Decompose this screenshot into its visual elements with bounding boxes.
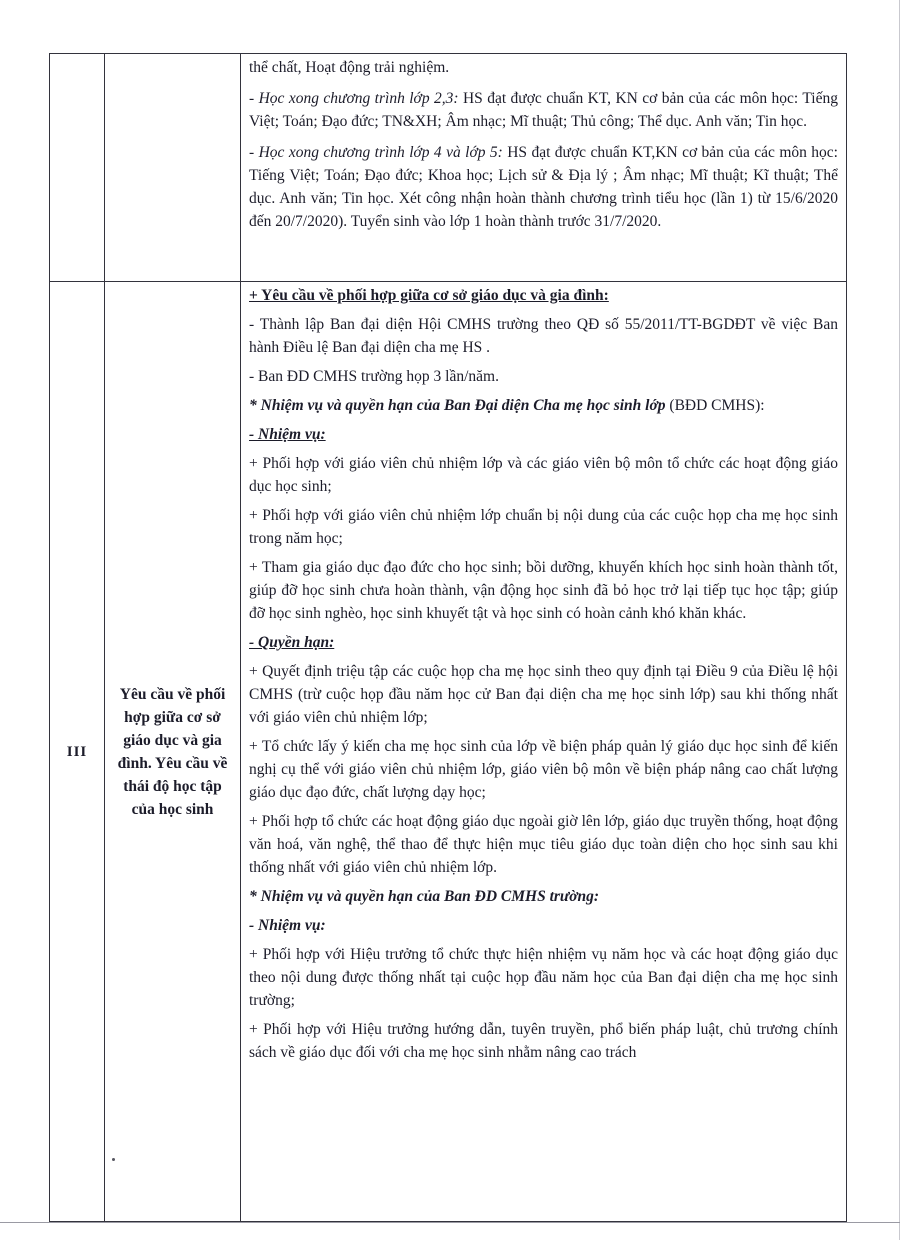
label: - Nhiệm vụ: — [249, 426, 326, 443]
scan-speck — [112, 1158, 115, 1161]
scan-bottom-rule — [0, 1222, 900, 1223]
body-cell — [241, 54, 847, 282]
list-item: + Tham gia giáo dục đạo đức cho học sinh; bồi dưỡng, khuyến khích học sinh hoàn thành tốt, giúp đỡ học sinh chưa hoàn thành, vận động học sinh đã bỏ học trở lại tiếp tục học tập; giúp đỡ học sinh nghèo, học sinh khuyết tật và học sinh có hoàn cảnh khó khăn khác. — [249, 559, 838, 622]
list-item: + Tổ chức lấy ý kiến cha mẹ học sinh của lớp về biện pháp quản lý giáo dục học sinh để kiến nghị cụ thể với giáo viên chủ nhiệm lớp, giáo viên bộ môn về biện pháp nâng cao chất lượng giáo dục đạo đức, chất lượng dạy học; — [249, 738, 838, 801]
title-cell — [105, 282, 241, 1222]
title-cell — [105, 54, 241, 282]
list-item: + Phối hợp tổ chức các hoạt động giáo dục ngoài giờ lên lớp, giáo dục truyền thống, hoạt động văn hoá, văn nghệ, thể thao để thực hiện mục tiêu giáo dục toàn diện cho học sinh sau khi thống nhất với giáo viên chủ nhiệm lớp. — [249, 813, 838, 876]
list-item: + Phối hợp với Hiệu trưởng hướng dẫn, tuyên truyền, phổ biến pháp luật, chủ trương chính sách về giáo dục đối với cha mẹ học sinh nhằm nâng cao trách — [249, 1021, 838, 1061]
content-table — [49, 53, 847, 1222]
paragraph: - Học xong chương trình lớp 4 và lớp 5: HS đạt được chuẩn KT,KN cơ bản của các môn học: Tiếng Việt; Toán; Đạo đức; Khoa học; Lịch sử & Địa lý ; Âm nhạc; Mĩ thuật; Kĩ thuật; Thể dục. Anh văn; Tin học. Xét công nhận hoàn thành chương trình tiểu học (lần 1) từ 15/6/2020 đến 20/7/2020). Tuyển sinh vào lớp 1 hoàn thành trước 31/7/2020. — [249, 144, 838, 230]
label: - Nhiệm vụ: — [249, 917, 326, 934]
table-row — [50, 282, 847, 1222]
subheading: * Nhiệm vụ và quyền hạn của Ban ĐD CMHS trường: — [249, 888, 600, 905]
list-item: + Phối hợp với giáo viên chủ nhiệm lớp và các giáo viên bộ môn tổ chức các hoạt động giáo dục học sinh; — [249, 455, 838, 495]
number-cell — [50, 54, 105, 282]
body-cell — [241, 282, 847, 1222]
table-row — [50, 54, 847, 282]
paragraph: - Ban ĐD CMHS trường họp 3 lần/năm. — [249, 368, 499, 385]
subheading: * Nhiệm vụ và quyền hạn của Ban Đại diện Cha mẹ học sinh lớp (BĐD CMHS): — [249, 397, 765, 414]
paragraph: thể chất, Hoạt động trải nghiệm. — [249, 59, 450, 76]
section-title: Yêu cầu về phối hợp giữa cơ sở giáo dục và gia đình. Yêu cầu về thái độ học tập của học sinh — [117, 685, 228, 818]
section-number: III — [66, 743, 88, 760]
paragraph: - Thành lập Ban đại diện Hội CMHS trường theo QĐ số 55/2011/TT-BGDĐT về việc Ban hành Điều lệ Ban đại diện cha mẹ HS . — [249, 316, 838, 356]
label: - Quyền hạn: — [249, 634, 335, 651]
number-cell — [50, 282, 105, 1222]
list-item: + Phối hợp với Hiệu trưởng tổ chức thực hiện nhiệm vụ năm học và các hoạt động giáo dục theo nội dung được thống nhất tại cuộc họp đầu năm học của Ban đại diện cha mẹ học sinh trường; — [249, 946, 838, 1009]
heading: + Yêu cầu về phối hợp giữa cơ sở giáo dục và gia đình: — [249, 287, 609, 304]
list-item: + Phối hợp với giáo viên chủ nhiệm lớp chuẩn bị nội dung của các cuộc họp cha mẹ học sinh trong năm học; — [249, 507, 838, 547]
paragraph: - Học xong chương trình lớp 2,3: HS đạt được chuẩn KT, KN cơ bản của các môn học: Tiếng Việt; Toán; Đạo đức; TN&XH; Âm nhạc; Mĩ thuật; Thủ công; Thể dục. Anh văn; Tin học. — [249, 90, 838, 130]
list-item: + Quyết định triệu tập các cuộc họp cha mẹ học sinh theo quy định tại Điều 9 của Điều lệ hội CMHS (trừ cuộc họp đầu năm học cử Ban đại diện cha mẹ học sinh lớp) sau khi thống nhất với giáo viên chủ nhiệm lớp; — [249, 663, 838, 726]
